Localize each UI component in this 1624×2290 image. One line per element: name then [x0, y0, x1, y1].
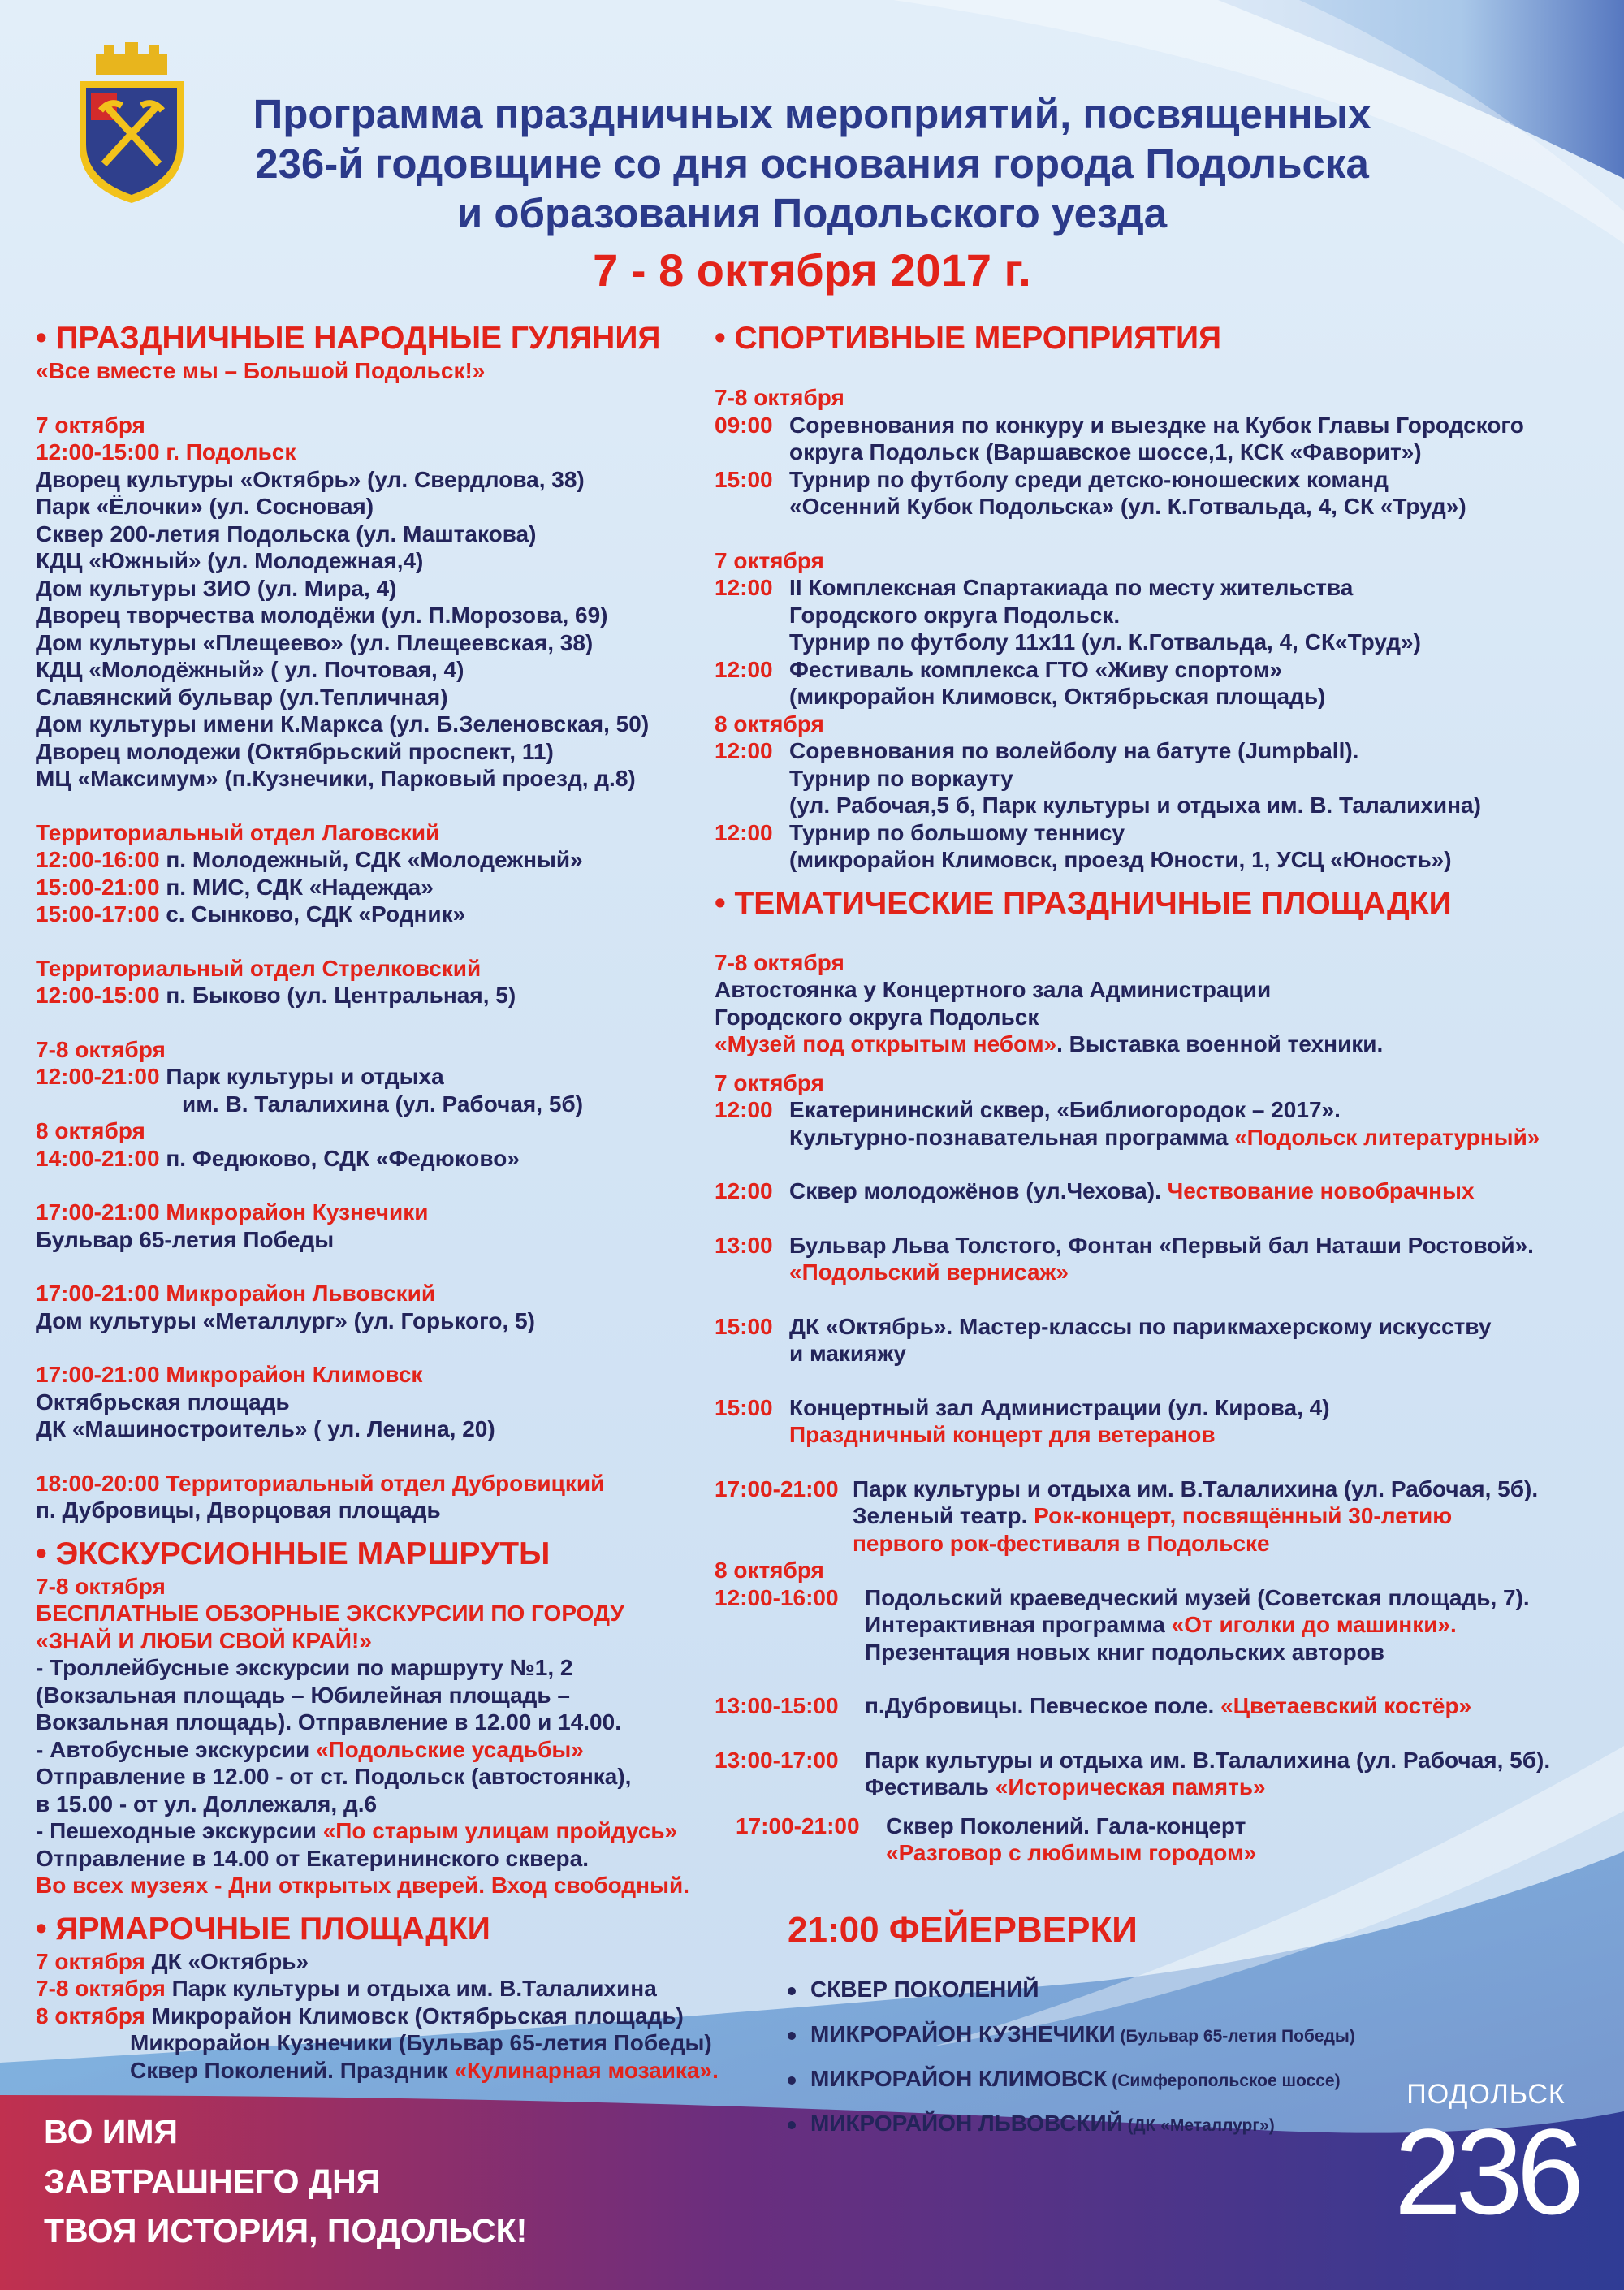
list-item — [36, 2057, 750, 2085]
list-item — [715, 737, 1608, 819]
list-item: Октябрьская площадь — [36, 1389, 290, 1415]
fedyukovo-day: 8 октября — [36, 1118, 145, 1143]
fairs-title: • ЯРМАРОЧНЫЕ ПЛОЩАДКИ — [36, 1911, 490, 1946]
list-item — [36, 1736, 750, 1764]
excursions-sub1: БЕСПЛАТНЫЕ ОБЗОРНЫЕ ЭКСКУРСИИ ПО ГОРОДУ — [36, 1601, 624, 1626]
list-item: п. Дубровицы, Дворцовая площадь — [36, 1497, 441, 1523]
list-item — [715, 1476, 1608, 1558]
text-line — [865, 1774, 1550, 1801]
list-item: Бульвар 65-летия Победы — [36, 1226, 335, 1252]
highlight-label: «Музей под открытым небом» — [715, 1031, 1057, 1056]
text-line: Парк культуры и отдыха им. В.Талалихина (ул. Рабочая, 5б). — [853, 1476, 1539, 1501]
list-item — [715, 1813, 1608, 1867]
list-item: Славянский бульвар (ул.Тепличная) — [36, 684, 448, 710]
list-item — [788, 2058, 1355, 2102]
highlight-label: Рок-концерт, посвящённый 30-летию — [1034, 1503, 1453, 1528]
festivities-title: • ПРАЗДНИЧНЫЕ НАРОДНЫЕ ГУЛЯНИЯ — [36, 321, 661, 356]
time-label: 12:00-21:00 — [36, 1064, 160, 1089]
place-label: ДК «Октябрь» — [145, 1948, 309, 1974]
list-item — [36, 1063, 750, 1091]
excursions-sub2: «ЗНАЙ И ЛЮБИ СВОЙ КРАЙ!» — [36, 1627, 372, 1653]
highlight-label: «По старым улицам пройдусь» — [322, 1818, 678, 1843]
lagovsky-title: Территориальный отдел Лаговский — [36, 819, 440, 845]
text-line: Екатерининский сквер, «Библиогородок – 2017». — [789, 1097, 1341, 1122]
text-line: Турнир по футболу 11х11 (ул. К.Готвальда, 4, СК«Труд») — [789, 629, 1421, 655]
district-head: 17:00-21:00 Микрорайон Кузнечики — [36, 1199, 429, 1225]
list-item: в 15.00 - от ул. Доллежаля, д.6 — [36, 1791, 378, 1817]
text-line: ДК «Октябрь». Мастер-классы по парикмахерскому искусству — [789, 1313, 1492, 1339]
place-label: СКВЕР ПОКОЛЕНИЙ — [810, 1977, 1039, 2002]
text-line: Городского округа Подольск — [715, 1004, 1039, 1030]
text-line — [853, 1502, 1538, 1530]
fireworks-title: 21:00 ФЕЙЕРВЕРКИ — [788, 1910, 1138, 1950]
venue-list — [36, 466, 750, 793]
text-label: - Пешеходные экскурсии — [36, 1818, 323, 1843]
place-label: МИКРОРАЙОН КЛИМОВСК — [810, 2066, 1108, 2091]
text-line: Турнир по большому теннису — [789, 819, 1125, 845]
text-line: и макияжу — [789, 1341, 906, 1366]
slogan-line: ТВОЯ ИСТОРИЯ, ПОДОЛЬСК! — [44, 2212, 528, 2249]
right-column — [715, 320, 1608, 1867]
time-label: 14:00-21:00 — [36, 1145, 160, 1171]
list-item — [36, 982, 750, 1009]
list-item — [788, 1968, 1355, 2013]
text-line — [865, 1611, 1530, 1639]
list-item: Отправление в 14.00 от Екатерининского сквера. — [36, 1845, 589, 1871]
excursions-title: • ЭКСКУРСИОННЫЕ МАРШРУТЫ — [36, 1536, 551, 1571]
bullet-icon — [788, 2076, 796, 2085]
themed-day: 8 октября — [715, 1558, 824, 1583]
place-label: МИКРОРАЙОН ЛЬВОВСКИЙ — [810, 2111, 1123, 2136]
list-item: Дом культуры «Металлург» (ул. Горького, 5) — [36, 1307, 535, 1333]
place-label: МИКРОРАЙОН КУЗНЕЧИКИ — [810, 2021, 1116, 2046]
highlight-label: «От иголки до машинки». — [1171, 1612, 1457, 1637]
left-column — [36, 320, 750, 2084]
list-item — [715, 1313, 1608, 1368]
time-label: 15:00-17:00 — [36, 901, 160, 927]
district-head: 17:00-21:00 Микрорайон Львовский — [36, 1281, 436, 1306]
slogan-line: ВО ИМЯ — [44, 2113, 178, 2150]
highlight-label: «Разговор с любимым городом» — [886, 1840, 1257, 1865]
highlight-label: «Подольск литературный» — [1234, 1124, 1540, 1150]
list-item: Вокзальная площадь). Отправление в 12.00 и 14.00. — [36, 1709, 621, 1735]
list-item — [715, 656, 1608, 711]
highlight-label: «Подольские усадьбы» — [315, 1736, 584, 1762]
text-line: Сквер Поколений. Гала-концерт — [886, 1813, 1246, 1838]
text-line: (ул. Рабочая,5 б, Парк культуры и отдыха им. В. Талалихина) — [789, 793, 1481, 818]
highlight-label: первого рок-фестиваля в Подольске — [853, 1530, 1270, 1556]
list-item — [715, 412, 1608, 466]
list-item — [715, 466, 1608, 521]
time-label: 13:00-15:00 — [715, 1693, 839, 1718]
text-label: . Выставка военной техники. — [1056, 1031, 1384, 1056]
text-line: Соревнования по волейболу на батуте (Jumpball). — [789, 738, 1359, 763]
day-label: 8 октября — [36, 2003, 145, 2029]
museums-note: Во всех музеях - Дни открытых дверей. Вход свободный. — [36, 1873, 689, 1898]
day-label: 7 октября — [36, 1948, 145, 1974]
time-label: 12:00-16:00 — [715, 1584, 839, 1610]
sports-day: 7 октября — [715, 547, 824, 573]
text-line: Парк культуры и отдыха им. В.Талалихина (ул. Рабочая, 5б). — [865, 1747, 1551, 1773]
place-label: п. МИС, СДК «Надежда» — [159, 874, 434, 900]
text-label: Сквер молодожёнов (ул.Чехова). — [789, 1178, 1168, 1203]
fireworks-list — [788, 1968, 1355, 2147]
bullet-icon — [788, 2032, 796, 2040]
time-label: 15:00 — [715, 466, 773, 492]
excursions-day: 7-8 октября — [36, 1573, 166, 1599]
title-line-2: 236-й годовщине со дня основания города Подольска — [255, 140, 1369, 187]
list-item — [715, 1232, 1608, 1286]
time-label: 13:00-17:00 — [715, 1747, 839, 1773]
list-item: Микрорайон Кузнечики (Бульвар 65-летия Победы) — [130, 2030, 712, 2055]
place-label: п. Быково (ул. Центральная, 5) — [159, 983, 516, 1008]
highlight-label: «Историческая память» — [995, 1774, 1266, 1800]
themed-day: 7-8 октября — [715, 949, 844, 975]
list-item — [788, 2013, 1355, 2058]
list-item — [36, 1948, 750, 1976]
place-label: п. Федюково, СДК «Федюково» — [159, 1145, 520, 1171]
list-item — [715, 1747, 1608, 1801]
text-label: Интерактивная программа — [865, 1612, 1172, 1637]
note-label: (Симферопольское шоссе) — [1107, 2072, 1341, 2090]
list-item: Дом культуры ЗИО (ул. Мира, 4) — [36, 575, 397, 601]
list-item: КДЦ «Южный» (ул. Молодежная,4) — [36, 548, 424, 573]
text-line: II Комплексная Спартакиада по месту жительства — [789, 575, 1354, 600]
list-item: им. В. Талалихина (ул. Рабочая, 5б) — [182, 1091, 584, 1117]
text-line: округа Подольск (Варшавское шоссе,1, КСК «Фаворит») — [789, 439, 1422, 464]
place-label: с. Сынково, СДК «Родник» — [159, 901, 466, 927]
text-line: Турнир по воркауту — [789, 765, 1013, 791]
list-item — [36, 874, 750, 901]
title-line-1: Программа праздничных мероприятий, посвященных — [253, 91, 1371, 137]
time-label: 15:00 — [715, 1313, 773, 1339]
list-item: Сквер 200-летия Подольска (ул. Маштакова) — [36, 521, 537, 547]
highlight-label: «Кулинарная мозаика». — [454, 2057, 719, 2083]
text-line — [789, 1124, 1540, 1151]
sports-day: 7-8 октября — [715, 385, 844, 410]
text-line: Турнир по футболу среди детско-юношеских команд — [789, 466, 1389, 492]
place-label: Парк культуры и отдыха — [159, 1064, 444, 1089]
place-label: Парк культуры и отдыха им. В.Талалихина — [165, 1976, 657, 2001]
text-label: - Автобусные экскурсии — [36, 1736, 316, 1762]
list-item — [36, 846, 750, 874]
time-label: 17:00-21:00 — [736, 1813, 860, 1838]
time-label: 12:00 — [715, 819, 773, 845]
list-item — [715, 819, 1608, 874]
themed-title: • ТЕМАТИЧЕСКИЕ ПРАЗДНИЧНЫЕ ПЛОЩАДКИ — [715, 885, 1452, 921]
place-label: п. Молодежный, СДК «Молодежный» — [159, 847, 583, 872]
list-item: Отправление в 12.00 - от ст. Подольск (автостоянка), — [36, 1764, 632, 1789]
time-label: 15:00 — [715, 1394, 773, 1420]
list-item — [36, 1817, 750, 1845]
time-label: 15:00-21:00 — [36, 874, 160, 900]
highlight-label: «Цветаевский костёр» — [1220, 1693, 1472, 1718]
text-line: Соревнования по конкуру и выездке на Кубок Главы Городского — [789, 412, 1524, 438]
place-label: Микрорайон Климовск (Октябрьская площадь) — [145, 2003, 684, 2029]
list-item — [788, 2102, 1355, 2147]
list-item: МЦ «Максимум» (п.Кузнечики, Парковый проезд, д.8) — [36, 766, 636, 791]
text-line: Презентация новых книг подольских авторов — [865, 1639, 1384, 1665]
text-line: Автостоянка у Концертного зала Администрации — [715, 977, 1272, 1002]
text-line: Подольский краеведческий музей (Советская площадь, 7). — [865, 1584, 1530, 1610]
header — [0, 89, 1624, 300]
park-day: 7-8 октября — [36, 1036, 166, 1062]
text-label: Сквер Поколений. Праздник — [130, 2057, 455, 2083]
text-line: «Осенний Кубок Подольска» (ул. К.Готвальда, 4, СК «Труд») — [789, 494, 1466, 519]
event-dates: 7 - 8 октября 2017 г. — [593, 244, 1031, 296]
text-line: Концертный зал Администрации (ул. Кирова, 4) — [789, 1394, 1330, 1420]
list-item — [715, 1692, 1608, 1720]
text-line — [715, 1030, 1608, 1058]
time-label: 12:00 — [715, 738, 773, 763]
time-label: 17:00-21:00 — [715, 1476, 839, 1501]
bullet-icon — [788, 1987, 796, 1995]
list-item — [36, 2003, 750, 2030]
slogan-line: ЗАВТРАШНЕГО ДНЯ — [44, 2163, 381, 2200]
list-item: - Троллейбусные экскурсии по маршруту №1, 2 — [36, 1655, 573, 1680]
text-label: Фестиваль — [865, 1774, 996, 1800]
list-item: Дом культуры «Плещеево» (ул. Плещеевская, 38) — [36, 629, 594, 655]
text-line: (микрорайон Климовск, Октябрьская площадь) — [789, 684, 1326, 709]
list-item: Дворец молодежи (Октябрьский проспект, 11) — [36, 738, 554, 764]
list-item — [715, 1177, 1608, 1205]
day-label: 7-8 октября — [36, 1976, 166, 2001]
time-label: 12:00 — [715, 1178, 773, 1203]
list-item: (Вокзальная площадь – Юбилейная площадь – — [36, 1682, 570, 1708]
highlight-label: Чествование новобрачных — [1167, 1178, 1475, 1203]
footer-slogan — [44, 2107, 527, 2256]
logo-city: ПОДОЛЬСК — [1406, 2079, 1566, 2110]
list-item — [715, 1394, 1608, 1449]
text-line: (микрорайон Климовск, проезд Юности, 1, УСЦ «Юность») — [789, 847, 1452, 872]
list-item — [715, 1096, 1608, 1151]
list-item — [36, 901, 750, 928]
list-item — [715, 574, 1608, 656]
sports-title: • СПОРТИВНЫЕ МЕРОПРИЯТИЯ — [715, 321, 1222, 356]
list-item: КДЦ «Молодёжный» ( ул. Почтовая, 4) — [36, 657, 464, 682]
district-head: 18:00-20:00 Территориальный отдел Дубровицкий — [36, 1470, 605, 1496]
time-label: 09:00 — [715, 412, 773, 438]
text-label: Зеленый театр. — [853, 1503, 1034, 1528]
list-item — [36, 1145, 750, 1173]
anniversary-logo — [1380, 2079, 1592, 2258]
list-item: ДК «Машиностроитель» ( ул. Ленина, 20) — [36, 1416, 495, 1441]
festivities-day: 7 октября — [36, 412, 145, 438]
bullet-icon — [788, 2121, 796, 2129]
list-item: Дворец культуры «Октябрь» (ул. Свердлова, 38) — [36, 466, 585, 492]
time-label: 12:00-16:00 — [36, 847, 160, 872]
text-label: п.Дубровицы. Певческое поле. — [865, 1693, 1221, 1718]
festivities-subtitle: «Все вместе мы – Большой Подольск!» — [36, 358, 486, 383]
time-label: 12:00 — [715, 1097, 773, 1122]
time-label: 12:00 — [715, 656, 773, 682]
list-item — [36, 1975, 750, 2003]
strelkovsky-title: Территориальный отдел Стрелковский — [36, 955, 482, 981]
time-label: 12:00-15:00 — [36, 983, 160, 1008]
text-label: Культурно-познавательная программа — [789, 1124, 1235, 1150]
time-label: 13:00 — [715, 1232, 773, 1258]
text-line: Бульвар Льва Толстого, Фонтан «Первый бал Наташи Ростовой». — [789, 1232, 1534, 1258]
note-label: (Бульвар 65-летия Победы) — [1115, 2027, 1355, 2046]
list-item: Парк «Ёлочки» (ул. Сосновая) — [36, 494, 374, 519]
list-item: Дворец творчества молодёжи (ул. П.Морозова, 69) — [36, 603, 608, 628]
highlight-label: Праздничный концерт для ветеранов — [789, 1422, 1216, 1447]
list-item — [715, 1584, 1608, 1666]
title-line-3: и образования Подольского уезда — [456, 190, 1168, 236]
time-label: 12:00 — [715, 575, 773, 600]
logo-number: 236 — [1393, 2103, 1579, 2240]
note-label: (ДК «Металлург») — [1122, 2116, 1275, 2135]
highlight-label: «Подольский вернисаж» — [789, 1260, 1069, 1285]
list-item: Дом культуры имени К.Маркса (ул. Б.Зеленовская, 50) — [36, 711, 650, 737]
themed-day: 7 октября — [715, 1069, 824, 1095]
text-line: Фестиваль комплекса ГТО «Живу спортом» — [789, 656, 1283, 682]
text-line: Городского округа Подольск. — [789, 602, 1121, 628]
sports-day: 8 октября — [715, 711, 824, 737]
district-head: 17:00-21:00 Микрорайон Климовск — [36, 1362, 423, 1387]
festivities-time-place: 12:00-15:00 г. Подольск — [36, 439, 296, 464]
